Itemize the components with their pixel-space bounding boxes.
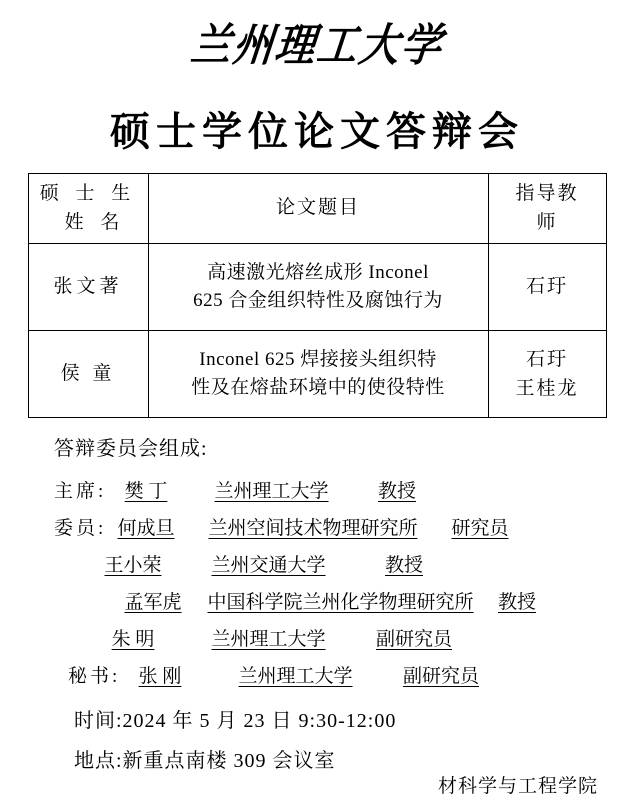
row-1-supervisor-line2: 王桂龙 [515,378,579,399]
row-1-supervisor [488,331,606,418]
committee-member-1-role: 委员: [54,518,107,540]
committee-member-row [54,510,634,547]
table-header-row [28,174,606,244]
committee-member-1-affiliation: 兰州空间技术物理研究所 [208,518,418,540]
table-row [28,244,606,331]
department-footer: 材科学与工程学院 [437,776,598,797]
committee-member-row [54,584,634,621]
header-cell-student-name [28,174,148,244]
committee-member-0-role: 主席: [54,481,107,502]
row-0-thesis-title-line2: 625 合金组织特性及腐蚀行为 [193,290,443,311]
header-supervisor-line2: 师 [536,211,558,233]
row-0-supervisor [488,244,606,331]
row-1-thesis-title-line1: Inconel 625 焊接接头组织特 [199,348,437,370]
university-logo-text: 兰州理工大学 [188,20,446,71]
row-0-thesis-title [148,244,488,331]
defense-time: 时间:2024 年 5 月 23 日 9:30-12:00 [74,710,397,733]
committee-member-3-title: 教授 [497,592,536,614]
committee-secretary-row [54,658,634,695]
header-cell-supervisor [488,174,606,244]
committee-member-row [54,621,634,658]
committee-heading: 答辩委员会组成: [54,438,208,460]
header-student-name-line1: 硕 士 生 [39,183,137,204]
row-1-supervisor-line1: 石玗 [525,348,568,370]
row-0-student-name: 张文著 [28,244,148,331]
committee-member-row [54,547,634,584]
header-cell-thesis-title: 论文题目 [148,174,488,244]
committee-member-0-affiliation: 兰州理工大学 [214,481,329,502]
row-1-thesis-title [148,331,488,418]
committee-member-5-role: 秘书: [68,666,121,688]
committee-member-5-affiliation: 兰州理工大学 [238,666,353,688]
committee-member-0-title: 教授 [378,481,417,502]
row-0-thesis-title-line1: 高速激光熔丝成形 Inconel [207,261,429,283]
table-row [28,331,606,418]
committee-member-4-title: 副研究员 [375,629,452,651]
committee-member-2-name: 王小荣 [104,555,162,577]
committee-member-4-affiliation: 兰州理工大学 [211,629,326,651]
header-student-name-line2: 姓 名 [64,211,126,233]
committee-member-5-title: 副研究员 [403,666,480,688]
row-1-thesis-title-line2: 性及在熔盐环境中的使役特性 [191,377,445,398]
committee-member-1-name: 何成旦 [117,518,175,540]
defense-table [28,173,607,418]
defense-place: 地点:新重点南楼 309 会议室 [74,750,336,773]
committee-member-0-name: 樊 丁 [124,481,168,502]
committee-member-row [54,473,634,510]
header-supervisor-line1: 指导教 [515,183,579,204]
university-logo [0,0,634,78]
committee-member-1-title: 研究员 [451,518,509,540]
committee-member-2-title: 教授 [384,555,423,577]
row-1-student-name: 侯 童 [28,331,148,418]
committee-member-3-affiliation: 中国科学院兰州化学物理研究所 [207,592,474,614]
committee-section [0,432,634,781]
committee-member-3-name: 孟军虎 [124,592,182,614]
committee-member-4-name: 朱 明 [111,629,155,651]
page-title: 硕士学位论文答辩会 [110,109,524,154]
row-0-supervisor-line1: 石玗 [525,276,568,298]
committee-member-2-affiliation: 兰州交通大学 [211,555,326,577]
committee-member-5-name: 张 刚 [138,666,182,688]
